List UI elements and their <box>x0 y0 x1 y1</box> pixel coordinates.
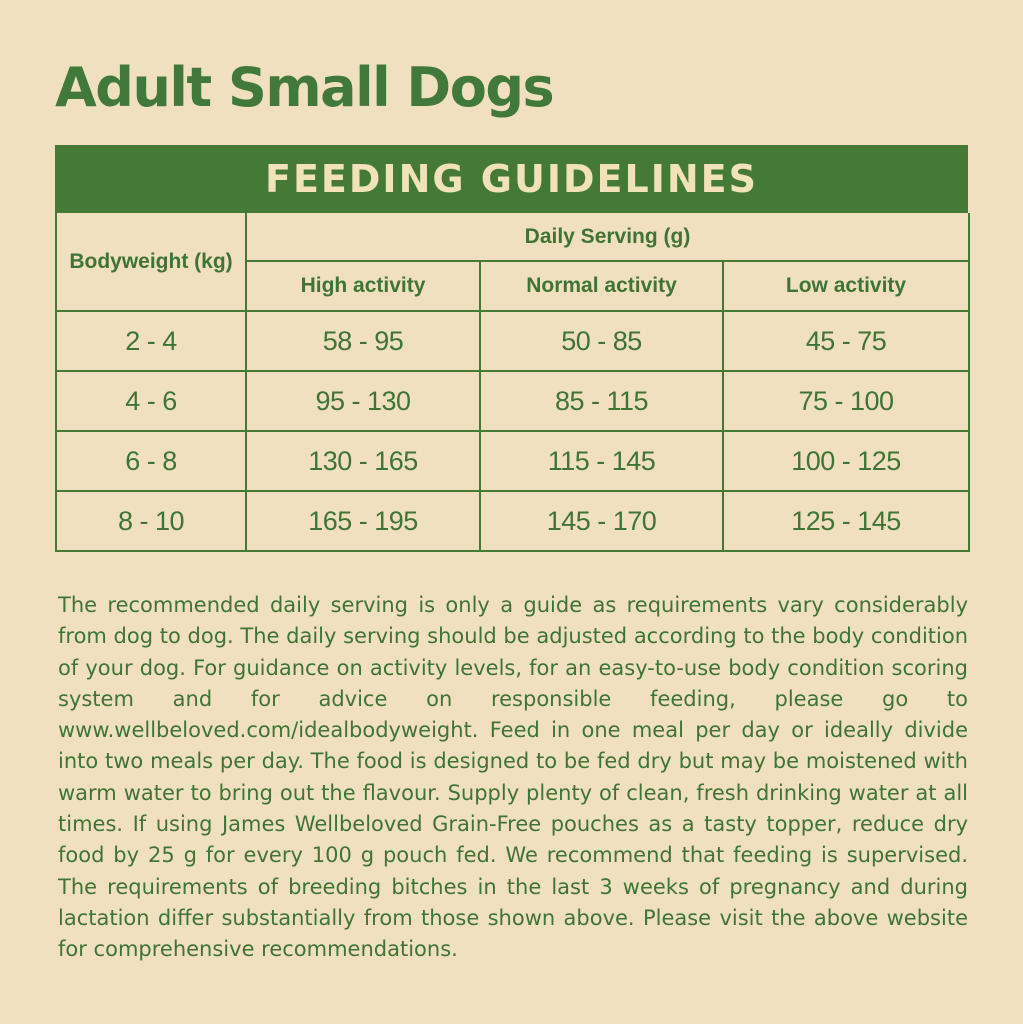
bodyweight-header: Bodyweight (kg) <box>56 213 246 311</box>
low-activity-header: Low activity <box>723 261 969 311</box>
normal-cell: 145 - 170 <box>480 491 723 551</box>
low-cell: 100 - 125 <box>723 431 969 491</box>
high-cell: 58 - 95 <box>246 311 480 371</box>
low-cell: 75 - 100 <box>723 371 969 431</box>
table-row <box>56 371 969 431</box>
high-activity-header: High activity <box>246 261 480 311</box>
normal-activity-header: Normal activity <box>480 261 723 311</box>
high-cell: 130 - 165 <box>246 431 480 491</box>
feeding-instructions-paragraph: The recommended daily serving is only a guide as requirements vary considerably from dog to dog. The daily serving should be adjusted according to the body condition of your dog. For guidance on activity levels, for an easy-to-use body condition scoring system and for advice on responsible feeding, please go to www.wellbeloved.com/idealbodyweight. Feed in one meal per day or ideally divide into two meals per day. The food is designed to be fed dry but may be moistened with warm water to bring out the flavour. Supply plenty of clean, fresh drinking water at all times. If using James Wellbeloved Grain-Free pouches as a tasty topper, reduce dry food by 25 g for every 100 g pouch fed. We recommend that feeding is supervised. The requirements of breeding bitches in the last 3 weeks of pregnancy and during lactation differ substantially from those shown above. Please visit the above website for comprehensive recommendations. <box>58 593 968 962</box>
normal-cell: 115 - 145 <box>480 431 723 491</box>
feeding-guidelines-table <box>55 145 968 552</box>
table-banner: FEEDING GUIDELINES <box>55 145 968 213</box>
table-row <box>56 431 969 491</box>
weight-cell: 4 - 6 <box>56 371 246 431</box>
low-cell: 125 - 145 <box>723 491 969 551</box>
table-row <box>56 311 969 371</box>
table-row <box>56 491 969 551</box>
high-cell: 165 - 195 <box>246 491 480 551</box>
normal-cell: 50 - 85 <box>480 311 723 371</box>
feeding-table <box>55 213 970 552</box>
daily-serving-header: Daily Serving (g) <box>246 213 969 261</box>
normal-cell: 85 - 115 <box>480 371 723 431</box>
weight-cell: 2 - 4 <box>56 311 246 371</box>
weight-cell: 6 - 8 <box>56 431 246 491</box>
high-cell: 95 - 130 <box>246 371 480 431</box>
weight-cell: 8 - 10 <box>56 491 246 551</box>
page-title: Adult Small Dogs <box>55 56 554 119</box>
low-cell: 45 - 75 <box>723 311 969 371</box>
